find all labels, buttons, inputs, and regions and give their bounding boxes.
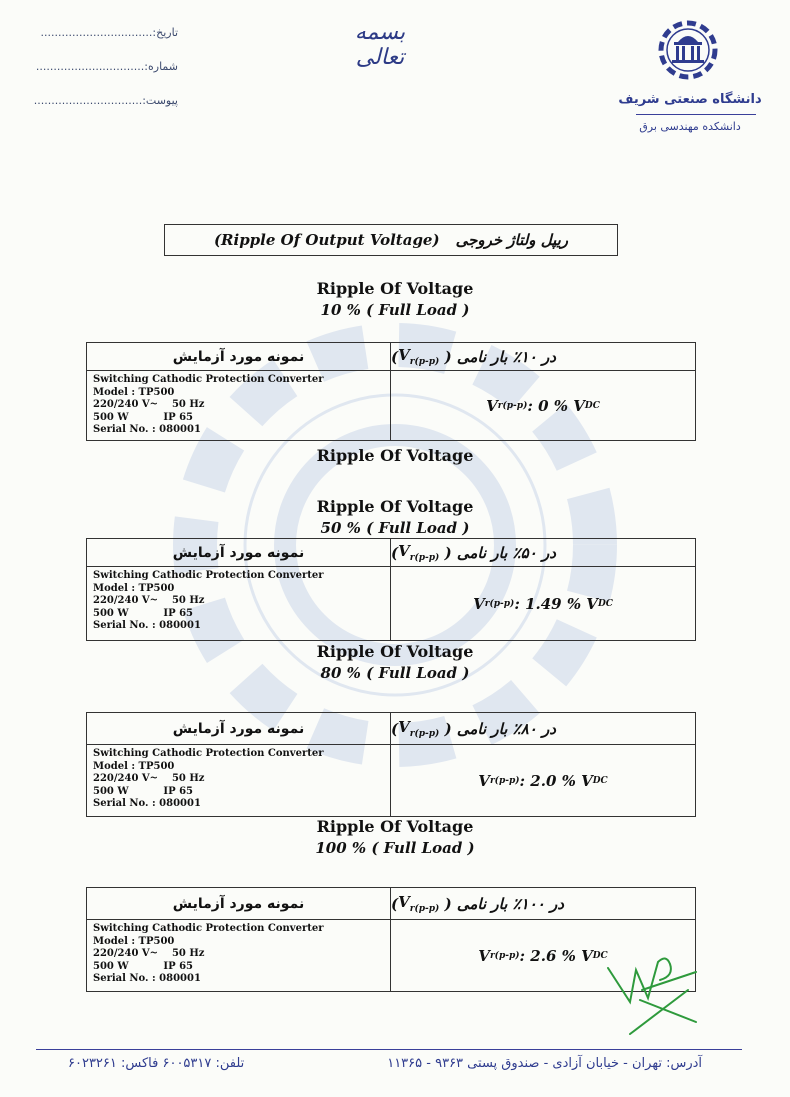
ripple-value	[391, 745, 695, 816]
load-header-label: در ۱۰۰٪ بار نامی (	[444, 894, 564, 913]
bismillah-heading: بسمه تعالی	[354, 20, 406, 70]
ripple-value-unit-sub: DC	[592, 950, 608, 961]
section-load: 50 % ( Full Load )	[320, 519, 470, 537]
load-header-close: )	[390, 347, 399, 366]
test-table	[86, 712, 696, 817]
load-header-label: در ۸۰٪ بار نامی (	[444, 719, 556, 738]
university-name: دانشگاه صنعتی شریف	[618, 92, 762, 107]
ripple-value-unit-sub: DC	[592, 775, 608, 786]
load-header-measure-sub: r(p-p)	[409, 729, 440, 739]
sample-spec	[87, 371, 391, 440]
ripple-value-text: : 0 % V	[527, 396, 585, 415]
attachment-dots: ...............................	[33, 94, 143, 107]
spec-line: 220/240 V~ 50 Hz	[93, 773, 205, 784]
load-header-measure: V	[398, 718, 410, 736]
spec-line: Switching Cathodic Protection Converter	[93, 570, 324, 581]
date-label: تاریخ:	[152, 26, 178, 39]
spec-line: Serial No. : 080001	[93, 798, 201, 809]
sample-spec	[87, 567, 391, 640]
number-dots: ...............................	[35, 60, 145, 73]
ripple-value-text: : 2.6 % V	[519, 946, 593, 965]
sample-header: نمونه مورد آزمایش	[87, 343, 391, 370]
load-header-close: )	[390, 719, 399, 738]
date-field	[38, 26, 178, 39]
ripple-value-unit-sub: DC	[584, 400, 600, 411]
load-header-measure-sub: r(p-p)	[409, 553, 440, 563]
ripple-value-prefix: V	[473, 594, 485, 613]
spec-line: Model : TP500	[93, 582, 175, 594]
sample-header: نمونه مورد آزمایش	[87, 888, 391, 919]
spec-line: 500 W IP 65	[93, 411, 193, 423]
section-heading: Ripple Of Voltage	[316, 497, 474, 516]
ripple-value-sub: r(p-p)	[484, 598, 515, 609]
load-header	[391, 343, 695, 370]
ripple-value-prefix: V	[478, 946, 490, 965]
attachment-field	[33, 94, 178, 107]
report-title-fa: ریپل ولتاژ خروجی	[455, 231, 569, 249]
signature-icon	[600, 950, 710, 1040]
section-load: 10 % ( Full Load )	[320, 301, 470, 319]
footer-phone: تلفن: ۶۰۰۵۳۱۷ فاکس: ۶۰۲۳۲۶۱	[68, 1056, 245, 1071]
sample-spec	[87, 920, 391, 991]
ripple-value-prefix: V	[486, 396, 498, 415]
number-label: شماره:	[144, 60, 178, 73]
ripple-value-unit-sub: DC	[597, 598, 613, 609]
sample-header: نمونه مورد آزمایش	[87, 713, 391, 744]
ripple-value	[391, 371, 695, 440]
spec-line: 220/240 V~ 50 Hz	[93, 595, 205, 606]
ripple-value-sub: r(p-p)	[497, 400, 528, 411]
ripple-value-text: : 2.0 % V	[519, 771, 593, 790]
sample-spec	[87, 745, 391, 816]
section-heading: Ripple Of Voltage	[316, 642, 474, 661]
load-header-close: )	[390, 543, 399, 562]
test-table	[86, 538, 696, 641]
load-header	[391, 539, 695, 566]
report-title-box	[164, 224, 618, 256]
ripple-value-sub: r(p-p)	[489, 775, 520, 786]
section-load: 80 % ( Full Load )	[320, 664, 470, 682]
spec-line: Switching Cathodic Protection Converter	[93, 374, 324, 385]
load-header-label: در ۱۰٪ بار نامی (	[444, 347, 556, 366]
sample-header: نمونه مورد آزمایش	[87, 539, 391, 566]
spec-line: Model : TP500	[93, 935, 175, 947]
load-header-measure: V	[398, 542, 410, 560]
load-header	[391, 713, 695, 744]
attachment-label: پیوست:	[142, 94, 178, 107]
spec-line: 220/240 V~ 50 Hz	[93, 399, 205, 410]
spec-line: Switching Cathodic Protection Converter	[93, 748, 324, 759]
ripple-value-prefix: V	[478, 771, 490, 790]
ripple-value-sub: r(p-p)	[489, 950, 520, 961]
faculty-name: دانشکده مهندسی برق	[639, 120, 741, 133]
spec-line: 500 W IP 65	[93, 785, 193, 797]
footer-address: آدرس: تهران - خیابان آزادی - صندوق پستی ۹۳۶۳ - ۱۱۳۶۵	[387, 1056, 702, 1071]
report-title-en: (Ripple Of Output Voltage)	[213, 231, 440, 249]
section-heading: Ripple Of Voltage	[316, 446, 474, 465]
load-header-measure: V	[398, 346, 410, 364]
load-header-measure: V	[398, 893, 410, 911]
section-heading: Ripple Of Voltage	[316, 817, 474, 836]
spec-line: Serial No. : 080001	[93, 620, 201, 631]
footer-rule	[36, 1049, 742, 1050]
ripple-value-text: : 1.49 % V	[514, 594, 598, 613]
university-logo-icon	[650, 12, 726, 88]
load-header	[391, 888, 695, 919]
ripple-value	[391, 567, 695, 640]
date-dots: ................................	[40, 26, 153, 39]
load-header-close: )	[390, 894, 399, 913]
header-rule	[636, 114, 756, 115]
spec-line: Switching Cathodic Protection Converter	[93, 923, 324, 934]
number-field	[35, 60, 178, 73]
spec-line: Serial No. : 080001	[93, 424, 201, 435]
load-header-label: در ۵۰٪ بار نامی (	[444, 543, 556, 562]
spec-line: Model : TP500	[93, 386, 175, 398]
spec-line: 500 W IP 65	[93, 960, 193, 972]
spec-line: Serial No. : 080001	[93, 973, 201, 984]
spec-line: 220/240 V~ 50 Hz	[93, 948, 205, 959]
section-heading: Ripple Of Voltage	[316, 279, 474, 298]
spec-line: 500 W IP 65	[93, 607, 193, 619]
test-table	[86, 342, 696, 441]
spec-line: Model : TP500	[93, 760, 175, 772]
section-load: 100 % ( Full Load )	[315, 839, 475, 857]
load-header-measure-sub: r(p-p)	[409, 357, 440, 367]
load-header-measure-sub: r(p-p)	[409, 904, 440, 914]
